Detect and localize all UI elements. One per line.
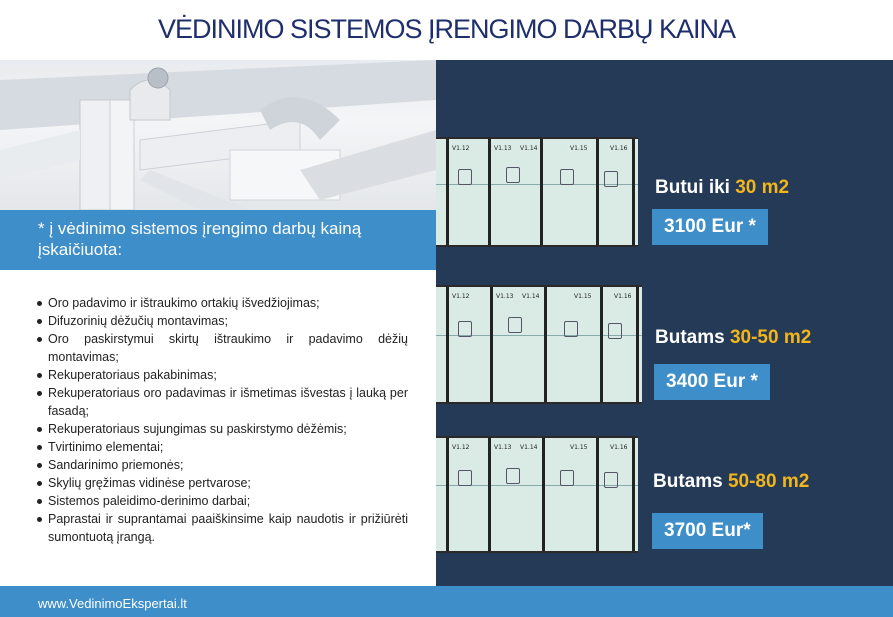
plan-label: V1.12 [452, 444, 470, 451]
included-note-banner [0, 210, 436, 270]
page-title: VĖDINIMO SISTEMOS ĮRENGIMO DARBŲ KAINA [157, 14, 736, 44]
list-item: Rekuperatoriaus pakabinimas; [36, 366, 408, 384]
plan-label: V1.13 [494, 145, 512, 152]
plan-label: V1.12 [452, 293, 470, 300]
list-item: Oro padavimo ir ištraukimo ortakių išvedžiojimas; [36, 294, 408, 312]
tier-2-label: Butams 30-50 m2 [655, 327, 812, 348]
plan-label: V1.14 [522, 293, 540, 300]
plan-label: V1.12 [452, 145, 470, 152]
floor-plan-image [436, 285, 642, 404]
plan-label: V1.16 [610, 444, 628, 451]
list-item: Difuzorinių dėžučių montavimas; [36, 312, 408, 330]
tier-1-price: 3100 Eur * [652, 209, 768, 245]
list-item: Tvirtinimo elementai; [36, 438, 408, 456]
included-note-text: * į vėdinimo sistemos įrengimo darbų kainą įskaičiuota: [38, 219, 362, 259]
list-item: Skylių gręžimas vidinėse pertvarose; [36, 474, 408, 492]
list-item: Rekuperatoriaus oro padavimas ir išmetimas išvestas į lauką per fasadą; [36, 384, 408, 420]
tier-1-label: Butui iki 30 m2 [655, 177, 790, 198]
plan-label: V1.15 [574, 293, 592, 300]
list-item: Sandarinimo priemonės; [36, 456, 408, 474]
tier-2-price: 3400 Eur * [654, 364, 770, 400]
tier-2-area: 30-50 m2 [729, 327, 812, 348]
included-items-list [36, 294, 408, 546]
plan-label: V1.16 [610, 145, 628, 152]
list-item: Oro paskirstymui skirtų ištraukimo ir padavimo dėžių montavimas; [36, 330, 408, 366]
plan-label: V1.14 [520, 444, 538, 451]
plan-label: V1.16 [614, 293, 632, 300]
tier-3-price: 3700 Eur* [652, 513, 763, 549]
floor-plan-image [436, 436, 638, 553]
tier-1-area: 30 m2 [735, 177, 790, 198]
plan-label: V1.13 [496, 293, 514, 300]
website-link[interactable]: www.VedinimoEkspertai.lt [38, 596, 187, 611]
floor-plan-image [436, 137, 638, 247]
tier-3-label: Butams 50-80 m2 [653, 471, 810, 492]
plan-label: V1.15 [570, 444, 588, 451]
plan-label: V1.14 [520, 145, 538, 152]
plan-label: V1.13 [494, 444, 512, 451]
list-item: Paprastai ir suprantamai paaiškinsime kaip naudotis ir prižiūrėti sumontuotą įrangą. [36, 510, 408, 546]
footer-bar [0, 586, 893, 617]
list-item: Sistemos paleidimo-derinimo darbai; [36, 492, 408, 510]
plan-label: V1.15 [570, 145, 588, 152]
list-item: Rekuperatoriaus sujungimas su paskirstymo dėžėmis; [36, 420, 408, 438]
tier-3-area: 50-80 m2 [727, 471, 810, 492]
ventilation-photo [0, 60, 436, 210]
